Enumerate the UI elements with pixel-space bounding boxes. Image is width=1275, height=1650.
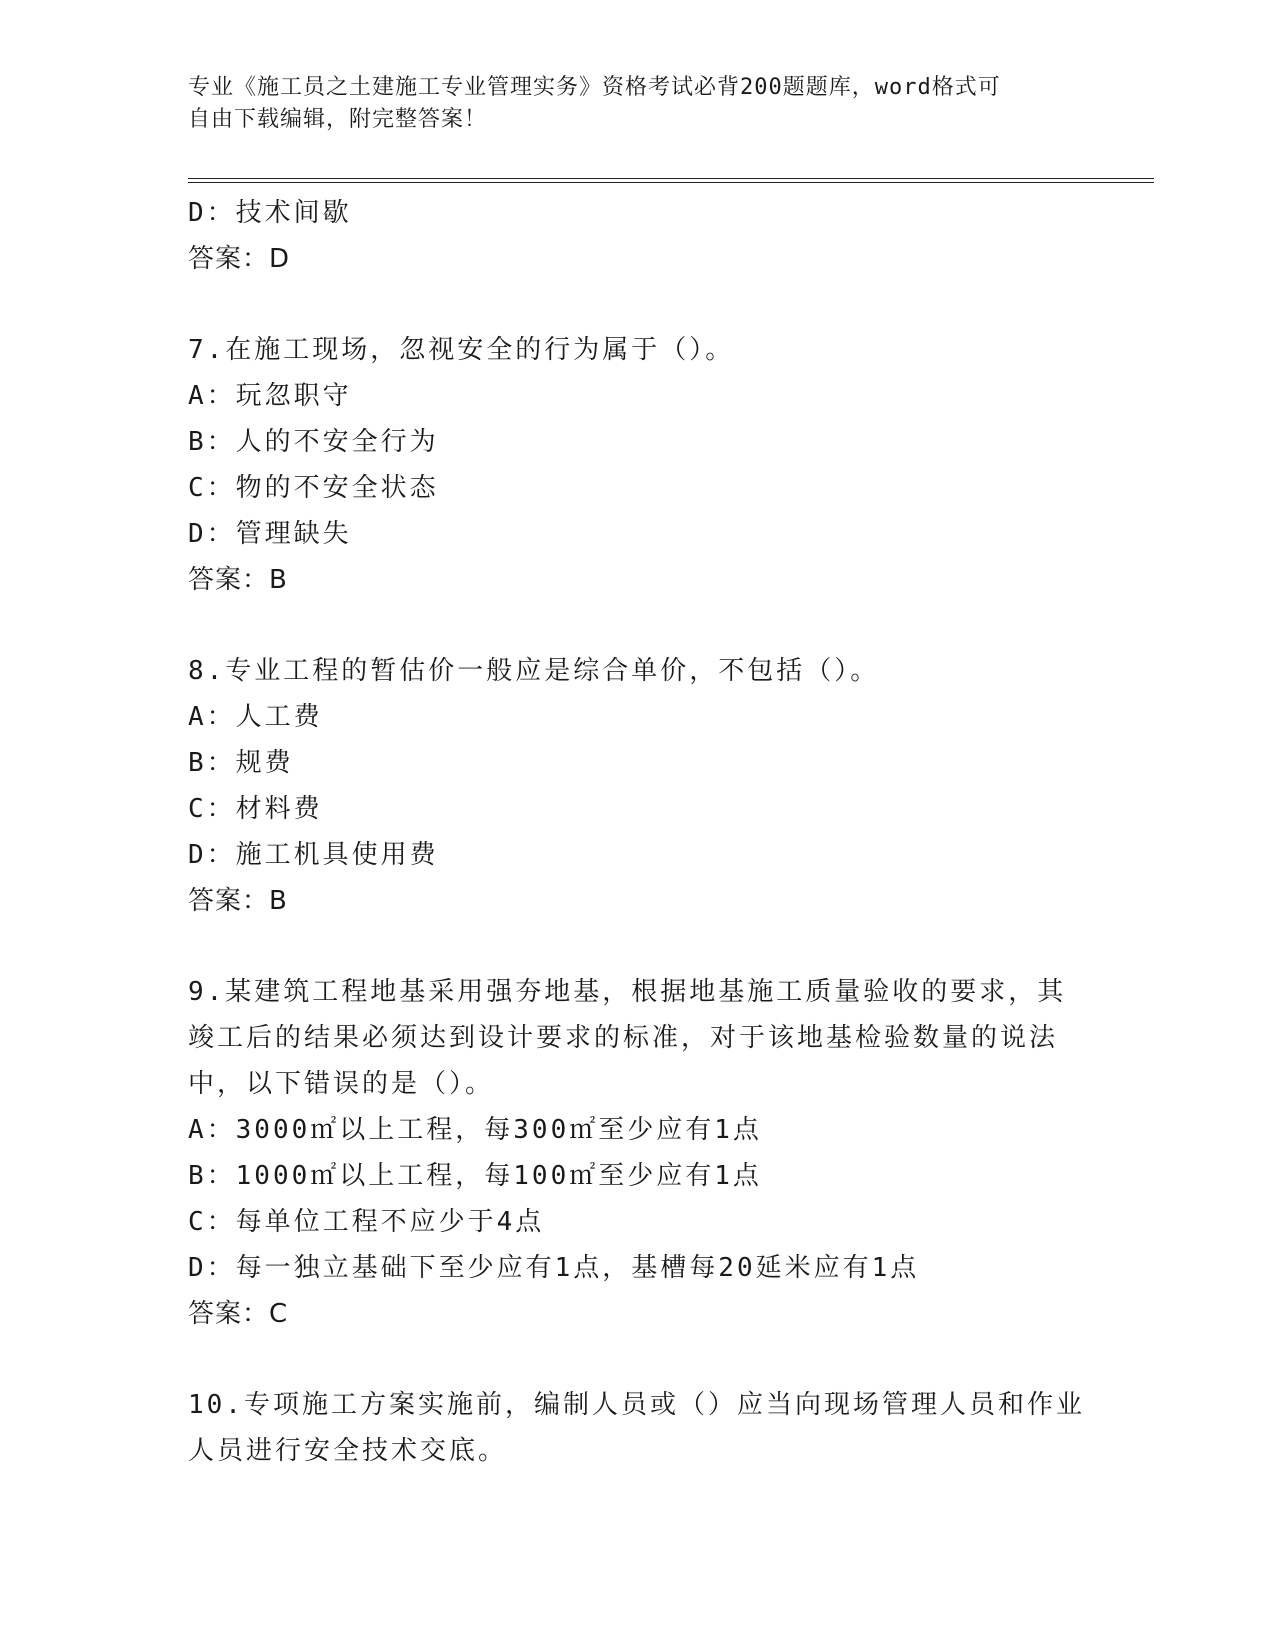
answer-line: 答案：C: [188, 1299, 289, 1329]
spacer: [188, 603, 1088, 648]
question-stem: 8.专业工程的暂估价一般应是综合单价，不包括（）。: [188, 656, 880, 686]
option-d: D：技术间歇: [188, 198, 352, 228]
option-c: C：材料费: [188, 794, 323, 824]
question-stem-line-3: 中，以下错误的是（）。: [188, 1069, 495, 1099]
header-title-line-2: 自由下载编辑，附完整答案！: [188, 107, 488, 132]
spacer: [188, 924, 1088, 969]
question-8: [188, 648, 1088, 924]
spacer: [188, 1337, 1088, 1382]
option-b: B：1000㎡以上工程，每100㎡至少应有1点: [188, 1161, 762, 1191]
option-d: D：每一独立基础下至少应有1点，基槽每20延米应有1点: [188, 1253, 920, 1283]
answer-line: 答案：B: [188, 886, 288, 916]
question-stem-line-1: 9.某建筑工程地基采用强夯地基，根据地基施工质量验收的要求，其: [188, 977, 1067, 1007]
header-divider: [188, 178, 1154, 183]
question-stem-line-2: 竣工后的结果必须达到设计要求的标准，对于该地基检验数量的说法: [188, 1023, 1059, 1053]
spacer: [188, 282, 1088, 327]
answer-line: 答案：D: [188, 244, 291, 274]
option-a: A：人工费: [188, 702, 323, 732]
question-list: [188, 190, 1088, 1474]
header-title-line-1: 专业《施工员之土建施工专业管理实务》资格考试必背200题题库，word格式可: [188, 75, 1001, 100]
option-a: A：玩忽职守: [188, 381, 352, 411]
option-a: A：3000㎡以上工程，每300㎡至少应有1点: [188, 1115, 762, 1145]
question-stem-line-2: 人员进行安全技术交底。: [188, 1436, 508, 1466]
question-10: [188, 1382, 1088, 1474]
question-stem-line-1: 10.专项施工方案实施前，编制人员或（）应当向现场管理人员和作业: [188, 1390, 1085, 1420]
option-c: C：物的不安全状态: [188, 473, 439, 503]
question-stem: 7.在施工现场，忽视安全的行为属于（）。: [188, 335, 735, 365]
option-b: B：人的不安全行为: [188, 427, 439, 457]
question-7: [188, 327, 1088, 603]
option-d: D：管理缺失: [188, 519, 352, 549]
option-b: B：规费: [188, 748, 294, 778]
question-9: [188, 969, 1088, 1337]
document-header: [188, 72, 1068, 136]
answer-line: 答案：B: [188, 565, 288, 595]
option-d: D：施工机具使用费: [188, 840, 439, 870]
option-c: C：每单位工程不应少于4点: [188, 1207, 545, 1237]
